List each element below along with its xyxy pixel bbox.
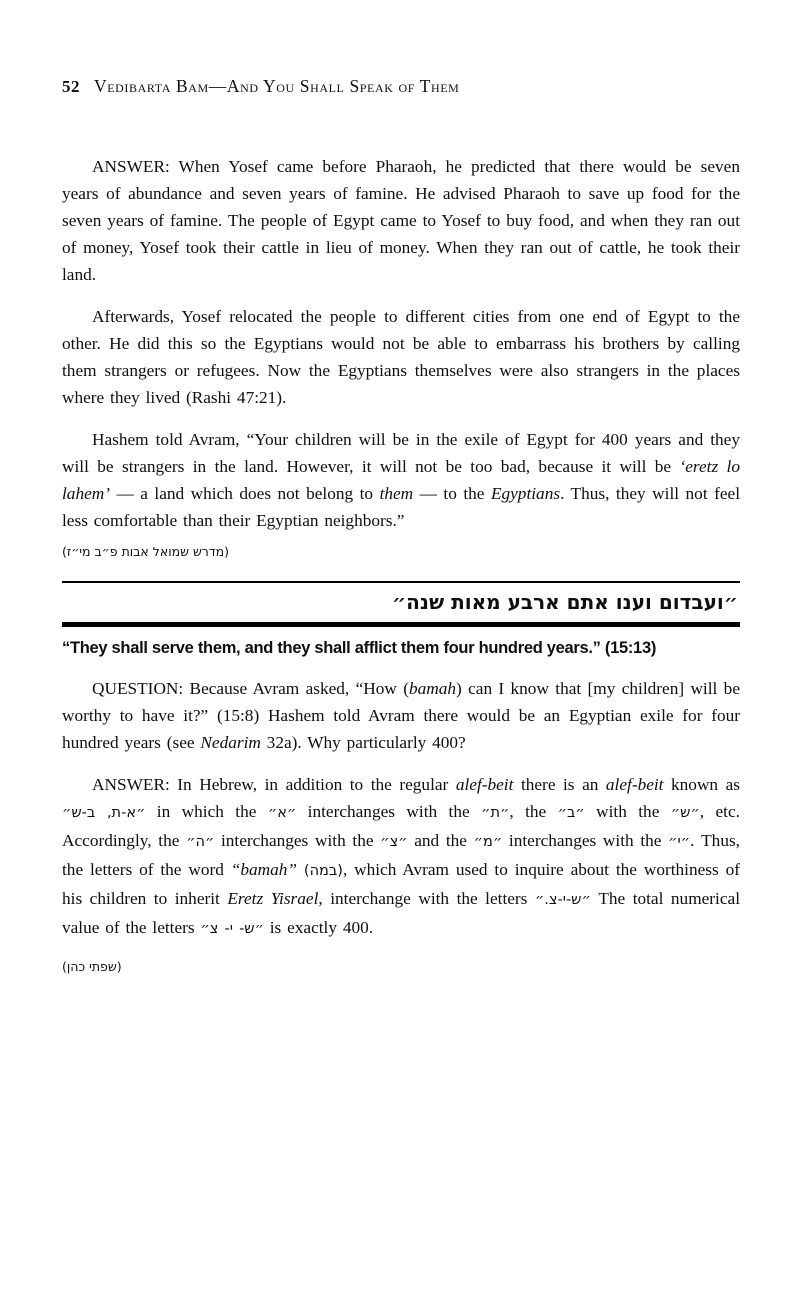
- text-segment: . Thus, the letters of the word: [62, 831, 741, 879]
- hebrew-verse-heading: ״ועבדום וענו אתם ארבע מאות שנה״: [62, 581, 740, 627]
- section-heading: [62, 581, 740, 661]
- paragraph: [62, 153, 740, 288]
- text-segment: , interchange with the letters: [318, 889, 535, 908]
- page-header: [62, 76, 740, 97]
- text-segment: Eretz Yisrael: [227, 889, 319, 908]
- hebrew-text: ״צ״: [380, 834, 408, 850]
- text-segment: interchanges with the: [296, 802, 482, 821]
- hebrew-text: ״א-ת, ב-ש״: [62, 805, 146, 821]
- hebrew-text: ״י״: [668, 834, 691, 850]
- page-number: 52: [62, 77, 80, 96]
- text-segment: and the: [407, 831, 474, 850]
- text-segment: Egyptians: [490, 484, 561, 503]
- hebrew-text: (במה): [303, 863, 343, 879]
- text-segment: Hashem told Avram, “Your children will be in the exile of Egypt for 400 years and they will be strangers in the land. However, it will not be too bad, because it will be: [62, 430, 740, 476]
- text-segment: 32a). Why particularly 400?: [260, 733, 466, 752]
- text-segment: known as: [663, 775, 740, 794]
- text-segment: “bamah”: [230, 860, 298, 879]
- text-segment: is exactly 400.: [263, 918, 374, 937]
- text-segment: . Thus, they will not feel less comfortable than their Egyptian neighbors.”: [62, 484, 740, 530]
- hebrew-text: ״ש״: [670, 805, 700, 821]
- text-segment: alef-beit: [605, 775, 664, 794]
- text-segment: interchanges with the: [502, 831, 669, 850]
- running-title: Vedibarta Bam—And You Shall Speak of Them: [94, 76, 460, 96]
- text-segment: [297, 860, 304, 879]
- source-citation: (מדרש שמואל אבות פ״ב מי״ז): [62, 544, 230, 559]
- hebrew-text: ״ת״: [481, 805, 510, 821]
- text-segment: , etc. Accordingly, the: [62, 802, 740, 850]
- text-segment: them: [379, 484, 414, 503]
- text-segment: — a land which does not belong to: [110, 484, 380, 503]
- source-citation: (שפתי כהן): [62, 959, 122, 974]
- text-segment: The total numerical value of the letters: [62, 889, 740, 937]
- hebrew-text: ״ב״: [557, 805, 585, 821]
- hebrew-text: ״ש-י-צ.״: [534, 892, 591, 908]
- text-segment: ‘eretz lo lahem’: [62, 457, 741, 503]
- text-segment: bamah: [408, 679, 456, 698]
- text-segment: , the: [509, 802, 558, 821]
- text-segment: there is an: [513, 775, 606, 794]
- text-segment: interchanges with the: [214, 831, 381, 850]
- text-segment: alef-beit: [455, 775, 514, 794]
- paragraph: [62, 426, 740, 534]
- text-segment: QUESTION: Because Avram asked, “How (: [92, 679, 409, 698]
- text-segment: , which Avram used to inquire about the worthiness of his children to inherit: [62, 860, 740, 908]
- hebrew-text: ״א״: [267, 805, 297, 821]
- hebrew-text: ״ה״: [186, 834, 215, 850]
- text-segment: with the: [584, 802, 671, 821]
- paragraph: [62, 675, 740, 756]
- text-segment: ANSWER: In Hebrew, in addition to the regular: [92, 775, 456, 794]
- text-segment: in which the: [145, 802, 268, 821]
- text-segment: — to the: [413, 484, 491, 503]
- text-segment: Nedarim: [200, 733, 261, 752]
- paragraph: [62, 771, 740, 943]
- text-segment: Afterwards, Yosef relocated the people to different cities from one end of Egypt to the other. He did this so the Egyptians would not be able to embarrass his brothers by calling them strangers or refugees. Now the Egyptians themselves were also strangers in the places where they lived (Rashi 47:21).: [62, 307, 740, 407]
- paragraph: [62, 303, 740, 411]
- page-body: [62, 153, 740, 976]
- text-segment: ) can I know that [my children] will be worthy to have it?” (15:8) Hashem told Avram there would be an Egyptian exile for four hundred years (see: [62, 679, 740, 752]
- text-segment: ANSWER: When Yosef came before Pharaoh, he predicted that there would be seven years of abundance and seven years of famine. He advised Pharaoh to save up food for the seven years of famine. The people of Egypt came to Yosef to buy food, and when they ran out of money, Yosef took their cattle in lieu of money. When they ran out of cattle, he took their land.: [62, 157, 740, 284]
- hebrew-text: ״ש- י- צ״: [200, 921, 264, 937]
- hebrew-text: ״מ״: [473, 834, 503, 850]
- verse-translation: “They shall serve them, and they shall afflict them four hundred years.” (15:13): [62, 639, 657, 657]
